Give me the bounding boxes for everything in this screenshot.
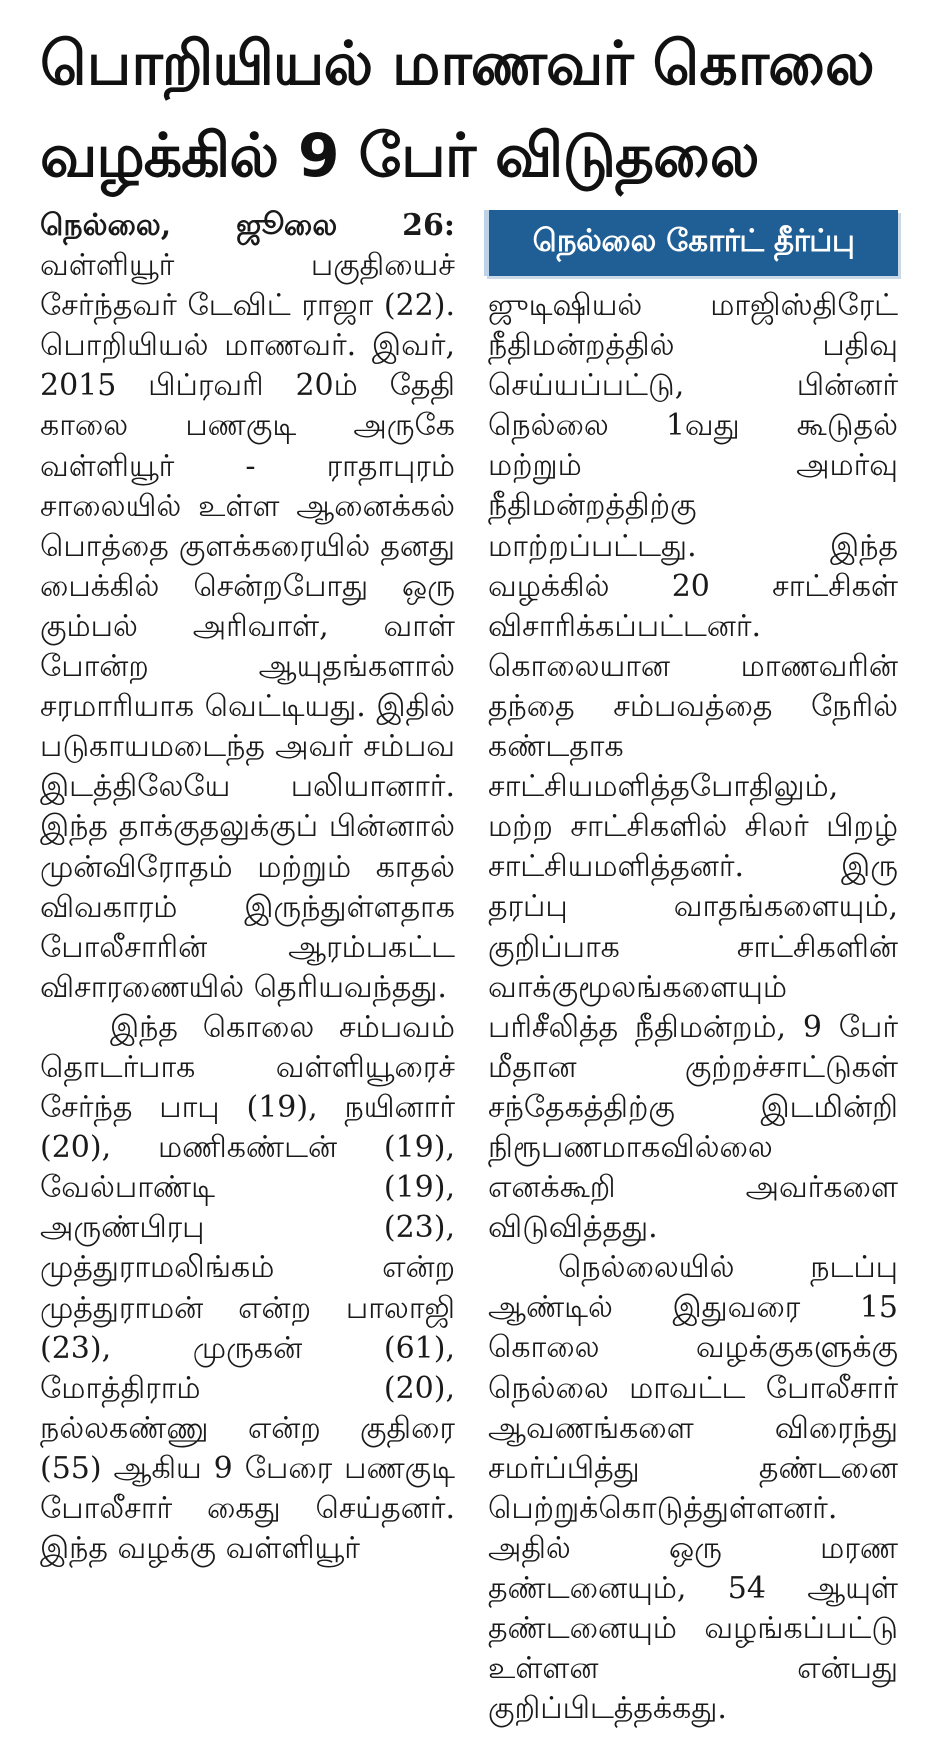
article-column-right xyxy=(488,286,898,1729)
dateline: நெல்லை, ஜூலை 26: xyxy=(40,208,455,243)
article-column-left xyxy=(40,206,455,1569)
paragraph-1-text: வள்ளியூர் பகுதியைச் சேர்ந்தவர் டேவிட் ராஜா (22). பொறியியல் மாணவர். இவர், 2015 பிப்ரவரி 20ம் தேதி காலை பணகுடி அருகே வள்ளியூர் - ராதாபுரம் சாலையில் உள்ள ஆனைக்கல் பொத்தை குளக்கரையில் தனது பைக்கில் சென்றபோது ஒரு கும்பல் அரிவாள், வாள் போன்ற ஆயுதங்களால் சரமாரியாக வெட்டியது. இதில் படுகாயமடைந்த அவர் சம்பவ இடத்திலேயே பலியானார். இந்த தாக்குதலுக்குப் பின்னால் முன்விரோதம் மற்றும் காதல் விவகாரம் இருந்துள்ளதாக போலீசாரின் ஆரம்பகட்ட விசாரணையில் தெரியவந்தது. xyxy=(40,248,455,1005)
headline xyxy=(40,18,910,202)
subheadline: நெல்லை கோர்ட் தீர்ப்பு xyxy=(532,223,855,259)
subheadline-box xyxy=(484,210,898,276)
paragraph-4: நெல்லையில் நடப்பு ஆண்டில் இதுவரை 15 கொலை வழக்குகளுக்கு நெல்லை மாவட்ட போலீசார் ஆவணங்களை விரைந்து சமர்ப்பித்து தண்டனை பெற்றுக்கொடுத்துள்ளனர். அதில் ஒரு மரண தண்டனையும், 54 ஆயுள் தண்டனையும் வழங்கப்பட்டு உள்ளன என்பது குறிப்பிடத்தக்கது. xyxy=(488,1250,898,1727)
paragraph-1 xyxy=(40,206,455,1008)
paragraph-2: இந்த கொலை சம்பவம் தொடர்பாக வள்ளியூரைச் சேர்ந்த பாபு (19), நயினார் (20), மணிகண்டன் (19), வேல்பாண்டி (19), அருண்பிரபு (23), முத்துராமலிங்கம் என்ற முத்துராமன் என்ற பாலாஜி (23), முருகன் (61), மோத்திராம் (20), நல்லகண்ணு என்ற குதிரை (55) ஆகிய 9 பேரை பணகுடி போலீசார் கைது செய்தனர். இந்த வழக்கு வள்ளியூர் xyxy=(40,1009,455,1567)
headline-line-1: பொறியியல் மாணவர் கொலை xyxy=(40,29,874,99)
headline-line-2: வழக்கில் 9 பேர் விடுதலை xyxy=(40,121,759,191)
paragraph-3: ஜுடிஷியல் மாஜிஸ்திரேட் நீதிமன்றத்தில் பதிவு செய்யப்பட்டு, பின்னர் நெல்லை 1வது கூடுதல் மற்றும் அமர்வு நீதிமன்றத்திற்கு மாற்றப்பட்டது. இந்த வழக்கில் 20 சாட்சிகள் விசாரிக்கப்பட்டனர். கொலையான மாணவரின் தந்தை சம்பவத்தை நேரில் கண்டதாக சாட்சியமளித்தபோதிலும், மற்ற சாட்சிகளில் சிலர் பிறழ் சாட்சியமளித்தனர். இரு தரப்பு வாதங்களையும், குறிப்பாக சாட்சிகளின் வாக்குமூலங்களையும் பரிசீலித்த நீதிமன்றம், 9 பேர் மீதான குற்றச்சாட்டுகள் சந்தேகத்திற்கு இடமின்றி நிரூபணமாகவில்லை எனக்கூறி அவர்களை விடுவித்தது. xyxy=(488,288,898,1246)
